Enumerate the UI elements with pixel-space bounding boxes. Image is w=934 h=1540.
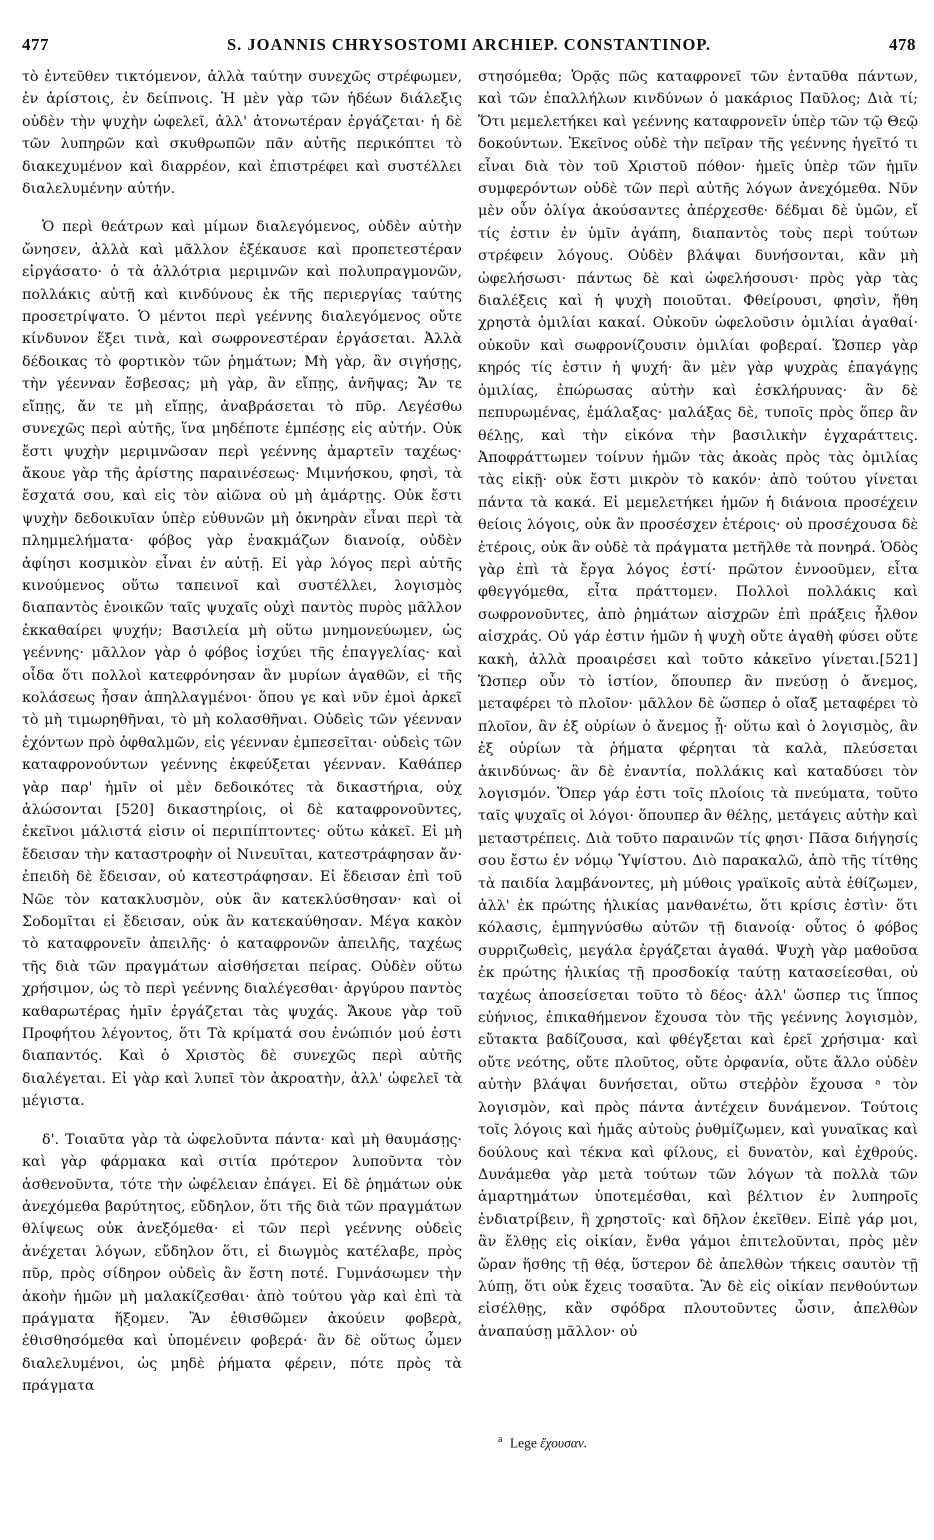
footnote-mark: a <box>498 1434 503 1445</box>
left-column <box>22 66 462 1398</box>
paragraph: δ'. Τοιαῦτα γὰρ τὰ ὠφελοῦντα πάντα· καὶ μὴ θαυμάσῃς· καὶ γὰρ φάρμακα καὶ σιτία πρότερον λυποῦντα τὸν ἀσθενοῦντα, τότε τὴν ὠφέλειαν ἐπάγει. Εἰ δὲ ῥημάτων οὐκ ἀνεχόμεθα βαρύτητος, εὔδηλον, ὅτι τῆς διὰ τῶν πραγμάτων θλίψεως οὐκ ἀνεξόμεθα· εἰ τῶν περὶ γεέννης οὐδεὶς ἀνέχεται λόγων, εὔδηλον ὅτι, εἰ διωγμὸς κατέλαβε, πρὸς πῦρ, πρὸς σίδηρον οὐδεὶς ἂν ἔστη ποτέ. Γυμνάσωμεν τὴν ἀκοὴν ἡμῶν μὴ μαλακίζεσθαι· ἀπὸ τούτου γὰρ καὶ ἐπὶ τὰ πράγματα ἥξομεν. Ἂν ἐθισθῶμεν ἀκούειν φοβερὰ, ἐθισθησόμεθα καὶ ὑπομένειν φοβερά· ἂν δὲ οὕτως ὦμεν διαλελυμένοι, ὡς μηδὲ ῥήματα φέρειν, πότε πρὸς τὰ πράγματα <box>22 1131 462 1395</box>
running-title: S. JOANNIS CHRYSOSTOMI ARCHIEP. CONSTANTINOP. <box>226 35 712 54</box>
page-number-right: 478 <box>888 35 916 54</box>
running-header <box>22 34 916 56</box>
paragraph: στησόμεθα; Ὁρᾷς πῶς καταφρονεῖ τῶν ἐνταῦθα πάντων, καὶ τῶν ἐπαλλήλων κινδύνων ὁ μακάριος Παῦλος; Διὰ τί; Ὅτι μεμελετήκει καὶ γεέννης καταφρονεῖν ὑπὲρ τῶν τῷ Θεῷ δοκούντων. Ἐκεῖνος οὐδὲ τὴν πεῖραν τῆς γεέννης ἡγεῖτό τι εἶναι διὰ τὸν τοῦ Χριστοῦ πόθον· ἡμεῖς ὑπὲρ τῶν ἡμῖν συμφερόντων οὐδὲ τῶν περὶ αὐτῆς λόγων ἀνεχόμεθα. Νῦν μὲν οὖν ὀλίγα ἀκούσαντες ἀπέρχεσθε· δέδμαι δὲ ὑμῶν, εἴ τίς ἐστιν ἐν ὑμῖν ἀγάπη, διαπαντὸς τοὺς περὶ τούτων στρέφειν λόγους. Οὐδὲν βλάψαι δυνήσονται, κἂν μὴ ὠφελήσωσι· πάντως δὲ καὶ ὠφελήσουσι· πρὸς γὰρ τὰς διαλέξεις καὶ ἡ ψυχὴ ποιοῦται. Φθείρουσι, φησὶν, ἤθη χρηστὰ ὁμιλίαι κακαί. Οὐκοῦν ὠφελοῦσιν ὁμιλίαι ἀγαθαί· οὐκοῦν καὶ σωφρονίζουσιν ὁμιλίαι φοβεραί. Ὥσπερ γὰρ κηρός τίς ἐστιν ἡ ψυχή· ἂν μὲν γὰρ ψυχρὰς ἐπαγάγῃς ὁμιλίας, ἐπώρωσας αὐτὴν καὶ ἐσκλήρυνας· ἂν δὲ πεπυρωμένας, ἐμάλαξας· μαλάξας δὲ, τυποῖς πρὸς ὅπερ ἂν θέλῃς, καὶ τὴν εἰκόνα τὴν βασιλικὴν ἐγχαράττεις. Ἀποφράττωμεν τοίνυν ἡμῶν τὰς ἀκοὰς πρὸς τὰς ὁμιλίας τὰς εἰκῇ· οὐκ ἔστι μικρὸν τὸ κακόν· ἀπὸ τούτου γίνεται πάντα τὰ κακά. Εἰ μεμελετήκει ἡμῶν ἡ διάνοια προσέχειν θείοις λόγοις, οὐκ ἂν προσέσχεν ἑτέροις· οὐ προσέχουσα δὲ ἑτέροις, οὐκ ἂν οὐδὲ τὰ πράγματα μετῆλθε τὰ πονηρά. Ὁδὸς γὰρ ἐπὶ τὰ ἔργα λόγος ἐστί· πρῶτον ἐννοοῦμεν, εἶτα φθεγγόμεθα, εἶτα πράττομεν. Πολλοὶ πολλάκις καὶ σωφρονοῦντες, ἀπὸ ῥημάτων αἰσχρῶν ἐπὶ πράξεις ἦλθον αἰσχράς. Οὐ γάρ ἐστιν ἡμῶν ἡ ψυχὴ οὔτε ἀγαθὴ φύσει οὔτε κακὴ, ἀλλὰ προαιρέσει καὶ τοῦτο κἀκεῖνο γίνεται.[521] Ὥσπερ οὖν τὸ ἱστίον, ὅπουπερ ἂν πνεύσῃ ὁ ἄνεμος, μεταφέρει τὸ πλοῖον· μᾶλλον δὲ ὥσπερ ὁ οἴαξ μεταφέρει τὸ πλοῖον, ἂν ἐξ οὐρίων ὁ ἄνεμος ᾖ· οὕτω καὶ ὁ λογισμὸς, ἂν ἐξ οὐρίων τὰ ῥήματα φέρηται τὰ καλὰ, πλεύσεται ἀκινδύνως· ἂν δὲ ἐναντία, πολλάκις καὶ καταδύσει τὸν λογισμόν. Ὅπερ γάρ ἐστι τοῖς πλοίοις τὰ πνεύματα, τοῦτο ταῖς ψυχαῖς οἱ λόγοι· ὅπουπερ ἂν θέλῃς, μετάγεις αὐτὴν καὶ μεταστρέπεις. Διὰ τοῦτο παραινῶν τίς φησι· Πᾶσα διήγησίς σου ἔστω ἐν νόμῳ Ὑψίστου. Διὸ παρακαλῶ, ἀπὸ τῆς τίτθης τὰ παιδία λαμβάνοντες, μὴ μύθοις γραϊκοῖς αὐτὰ ἐθίζωμεν, ἀλλ' ἐκ πρώτης ἡλικίας μανθανέτω, ὅτι κρίσις ἐστὶν· ὅτι κόλασις, ἐμπηγνύσθω αὐτῶν τῇ διανοίᾳ· οὗτος ὁ φόβος συρριζωθεὶς, μεγάλα ἐργάζεται ἀγαθά. Ψυχὴ γὰρ μαθοῦσα ἐκ πρώτης ἡλικίας τῇ προσδοκίᾳ ταύτῃ κατασείεσθαι, οὐ ταχέως ἀποσείσεται τοῦτο τὸ δέος· ἀλλ' ὥσπερ τις ἵππος εὐήνιος, ἐπικαθήμενον ἔχουσα τὸν τῆς γεέννης λογισμὸν, εὔτακτα βαδίζουσα, καὶ φθέγξεται καὶ ἐρεῖ χρήσιμα· καὶ οὔτε νεότης, οὔτε πλοῦτος, οὔτε ὀρφανία, οὔτε ἄλλο οὐδὲν αὐτὴν βλάψαι δυνήσεται, οὕτω στεῤῥὸν ἔχουσα ᵃ τὸν λογισμὸν, καὶ πρὸς πάντα ἀντέχειν δυνάμενον. Τούτοις τοῖς λόγοις καὶ ἡμᾶς αὐτοὺς ῥυθμίζωμεν, καὶ γυναῖκας καὶ δούλους καὶ τέκνα καὶ φίλους, εἰ δυνατὸν, καὶ ἐχθρούς. Δυνάμεθα γὰρ μετὰ τούτων τῶν λόγων τὰ πολλὰ τῶν ἁμαρτημάτων ὑποτεμέσθαι, καὶ βέλτιον ἐν λυπηροῖς ἐνδιατρίβειν, ἢ χρηστοῖς· καὶ δῆλον ἐκεῖθεν. Εἰπὲ γάρ μοι, ἂν ἔλθῃς εἰς οἰκίαν, ἔνθα γάμοι ἐπιτελοῦνται, πρὸς μὲν ὥραν ἥσθης τῇ θέᾳ, ὕστερον δὲ ἀπελθὼν τήκεις σαυτὸν τῇ λύπῃ, ὅτι οὐκ ἔχεις τοσαῦτα. Ἂν δὲ εἰς οἰκίαν πενθούντων εἰσέλθῃς, κἂν σφόδρα πλουτοῦντες ὦσιν, ἀπελθὼν ἀναπαύσῃ μᾶλλον· οὐ <box>478 69 918 1340</box>
footnote-prefix: Lege <box>509 1435 537 1451</box>
footnote <box>498 1434 587 1452</box>
footnote-text: ἔχουσαν. <box>540 1435 588 1451</box>
right-column <box>478 66 918 1343</box>
page-number-left: 477 <box>22 35 49 54</box>
paragraph: Ὁ περὶ θεάτρων καὶ μίμων διαλεγόμενος, οὐδὲν αὐτὴν ὤνησεν, ἀλλὰ καὶ μᾶλλον ἐξέκαυσε καὶ προπετεστέραν εἰργάσατο· ὁ τὰ ἀλλότρια μεριμνῶν καὶ πολυπραγμονῶν, πολλάκις αὐτῇ καὶ κινδύνους ἐκ τῆς περιεργίας ταύτης προσετρίψατο. Ὁ μέντοι περὶ γεέννης διαλεγόμενος οὔτε κίνδυνον ἕξει τινὰ, καὶ σωφρονεστέραν ἐργάσεται. Ἀλλὰ δέδοικας τὸ φορτικὸν τῶν ῥημάτων; Μὴ γὰρ, ἂν σιγήσῃς, τὴν γέενναν ἔσβεσας; μὴ γὰρ, ἂν εἴπῃς, ἀνῆψας; Ἄν τε εἴπῃς, ἄν τε μὴ εἴπῃς, ἀναβράσεται τὸ πῦρ. Λεγέσθω συνεχῶς περὶ αὐτῆς, ἵνα μηδέποτε ἐμπέσῃς εἰς αὐτήν. Οὐκ ἔστι ψυχὴν μεριμνῶσαν περὶ γεέννης ἁμαρτεῖν ταχέως· ἄκουε γὰρ τῆς ἀρίστης παραινέσεως· Μιμνήσκου, φησὶ, τὰ ἔσχατά σου, καὶ εἰς τὸν αἰῶνα οὐ μὴ ἁμάρτῃς. Οὐκ ἔστι ψυχὴν δεδοικυῖαν ὑπὲρ εὐθυνῶν μὴ ὀκνηρὰν εἶναι περὶ τὰ πλημμελήματα· φόβος γὰρ ἐνακμάζων διανοίᾳ, οὐδὲν ἀφίησι κοσμικὸν εἶναι ἐν αὐτῇ. Εἰ γὰρ λόγος περὶ αὐτῆς κινούμενος οὕτω ταπεινοῖ καὶ συστέλλει, λογισμὸς διαπαντὸς ἐνοικῶν ταῖς ψυχαῖς οὐχὶ παντὸς πυρὸς μᾶλλον ἐκκαθαίρει ψυχήν; Βασιλεία μὴ οὕτω μνημονεύωμεν, ὡς γεέννης· μᾶλλον γὰρ ὁ φόβος ἰσχύει τῆς ἐπαγγελίας· καὶ οἶδα ὅτι πολλοὶ κατεφρόνησαν ἂν μυρίων ἀγαθῶν, εἰ τῆς κολάσεως ἦσαν ἀπηλλαγμένοι· ὅπου γε καὶ νῦν ἐμοὶ ἀρκεῖ τὸ μὴ τιμωρηθῆναι, τὸ μὴ κολασθῆναι. Οὐδεὶς τῶν γέενναν ἐχόντων πρὸ ὀφθαλμῶν, εἰς γέενναν ἐμπεσεῖται· οὐδεὶς τῶν καταφρονούντων γεέννης ἐκφεύξεται γέενναν. Καθάπερ γὰρ παρ' ἡμῖν οἱ μὲν δεδοικότες τὰ δικαστήρια, οὐχ ἁλώσονται [520] δικαστηρίοις, οἱ δὲ καταφρονοῦντες, ἐκεῖνοι μάλιστά εἰσιν οἱ περιπίπτοντες· οὕτω κἀκεῖ. Εἰ μὴ ἔδεισαν τὴν καταστροφὴν οἱ Νινευῖται, κατεστράφησαν ἄν· ἐπειδὴ δὲ ἔδεισαν, οὐ κατεστράφησαν. Εἰ ἔδεισαν ἐπὶ τοῦ Νῶε τὸν κατακλυσμὸν, οὐκ ἂν κατεκλύσθησαν· καὶ οἱ Σοδομῖται εἰ ἔδεισαν, οὐκ ἂν κατεκαύθησαν. Μέγα κακὸν τὸ καταφρονεῖν ἀπειλῆς· ὁ καταφρονῶν ἀπειλῆς, ταχέως τῆς διὰ τῶν πραγμάτων αἰσθήσεται πείρας. Οὐδὲν οὕτω χρήσιμον, ὡς τὸ περὶ γεέννης διαλέγεσθαι· ἀργύρου παντὸς καθαρωτέρας ἡμῖν ἐργάζεται τὰς ψυχάς. Ἄκουε γὰρ τοῦ Προφήτου λέγοντος, ὅτι Τὰ κρίματά σου ἐνώπιόν μού ἐστι διαπαντός. Καὶ ὁ Χριστὸς δὲ συνεχῶς περὶ αὐτῆς διαλέγεται. Εἰ γὰρ καὶ λυπεῖ τὸν ἀκροατὴν, ἀλλ' ὠφελεῖ τὰ μέγιστα. <box>22 219 462 1110</box>
paragraph: τὸ ἐντεῦθεν τικτόμενον, ἀλλὰ ταύτην συνεχῶς στρέφωμεν, ἐν ἀρίστοις, ἐν δείπνοις. Ἡ μὲν γὰρ τῶν ἡδέων διάλεξις οὐδὲν τὴν ψυχὴν ὠφελεῖ, ἀλλ' ἀτονωτέραν ἐργάζεται· ἡ δὲ τῶν λυπηρῶν καὶ σκυθρωπῶν πᾶν αὐτῆς περικόπτει τὸ διακεχυμένον καὶ διαρρέον, καὶ ἐπιστρέφει καὶ συστέλλει διαλελυμένην αὐτήν. <box>22 69 462 198</box>
